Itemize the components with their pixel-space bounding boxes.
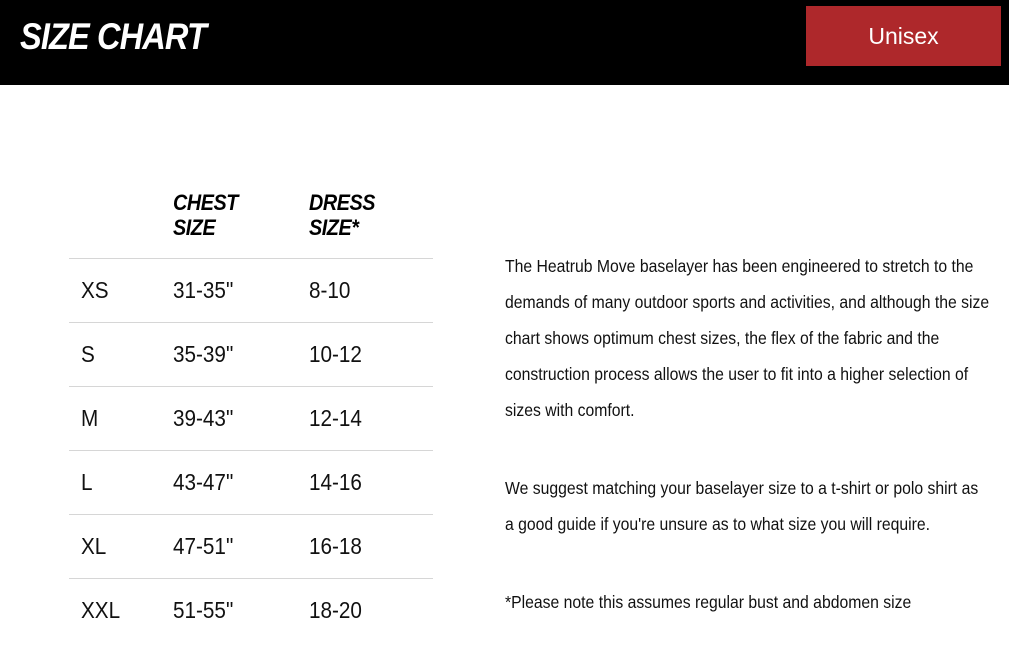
unisex-button[interactable]: Unisex bbox=[806, 6, 1001, 66]
dress-cell: 12-14 bbox=[309, 405, 362, 431]
chest-cell: 43-47" bbox=[173, 469, 234, 495]
dress-cell: 16-18 bbox=[309, 533, 362, 559]
size-cell: L bbox=[81, 469, 93, 495]
size-cell: XXL bbox=[81, 597, 121, 623]
chest-cell: 35-39" bbox=[173, 341, 234, 367]
size-cell: S bbox=[81, 341, 95, 367]
description-paragraph: The Heatrub Move baselayer has been engineered to stretch to the demands of many outdoor sports and activities, and although the size chart shows optimum chest sizes, the flex of the fabric and the construction process allows the user to fit into a higher selection of sizes with comfort. bbox=[505, 256, 990, 420]
fit-description bbox=[505, 248, 1005, 662]
dress-cell: 8-10 bbox=[309, 277, 351, 303]
description-paragraph: We suggest matching your baselayer size to a t-shirt or polo shirt as a good guide if you're unsure as to what size you will require. bbox=[505, 478, 979, 534]
page-title: SIZE CHART bbox=[20, 16, 206, 57]
table-row bbox=[69, 258, 433, 322]
dress-cell: 14-16 bbox=[309, 469, 362, 495]
column-header-chest-size: CHEST SIZE bbox=[173, 190, 238, 240]
chest-cell: 31-35" bbox=[173, 277, 234, 303]
table-row bbox=[69, 322, 433, 386]
table-row bbox=[69, 450, 433, 514]
column-header-dress-size: DRESS SIZE* bbox=[309, 190, 375, 240]
table-row bbox=[69, 514, 433, 578]
table-header-row bbox=[69, 185, 433, 258]
size-cell: XS bbox=[81, 277, 109, 303]
table-row bbox=[69, 386, 433, 450]
size-cell: M bbox=[81, 405, 99, 431]
chest-cell: 47-51" bbox=[173, 533, 234, 559]
table-row bbox=[69, 578, 433, 642]
dress-cell: 10-12 bbox=[309, 341, 362, 367]
header-bar bbox=[0, 0, 1009, 85]
size-cell: XL bbox=[81, 533, 107, 559]
chest-cell: 39-43" bbox=[173, 405, 234, 431]
chest-cell: 51-55" bbox=[173, 597, 234, 623]
size-table bbox=[69, 185, 433, 642]
size-note: *Please note this assumes regular bust and abdomen size bbox=[505, 592, 912, 612]
dress-cell: 18-20 bbox=[309, 597, 362, 623]
